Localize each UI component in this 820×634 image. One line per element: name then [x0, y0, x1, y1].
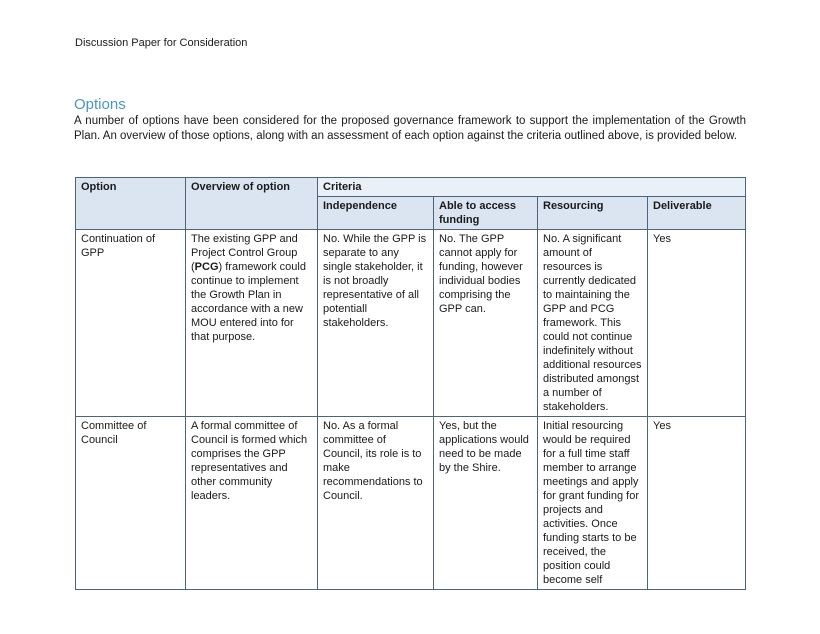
resourcing-cell: Initial resourcing would be required for a full time staff member to arrange meetings and apply for grant funding for projects and activities. Once funding starts to be received, the position could become self: [538, 417, 648, 590]
intro-paragraph: A number of options have been considered for the proposed governance framework to support the implementation of the Growth Plan. An overview of those options, along with an assessment of each option against the criteria outlined above, is provided below.: [74, 115, 746, 142]
independence-cell: No. While the GPP is separate to any single stakeholder, it is not broadly representative of all potentiall stakeholders.: [318, 230, 434, 417]
options-table: [75, 177, 746, 590]
overview-text: A formal committee of Council is formed which comprises the GPP representatives and other community leaders.: [191, 420, 308, 502]
overview-text: ) framework could continue to implement the Growth Plan in accordance with a new MOU entered into for that purpose.: [191, 261, 306, 343]
column-header-overview: Overview of option: [186, 178, 318, 230]
table-row-committee-of-council: [76, 417, 746, 590]
independence-cell: No. As a formal committee of Council, its role is to make recommendations to Council.: [318, 417, 434, 590]
column-header-deliverable: Deliverable: [648, 197, 746, 230]
deliverable-cell: Yes: [648, 230, 746, 417]
funding-cell: Yes, but the applications would need to be made by the Shire.: [434, 417, 538, 590]
overview-bold-text: PCG: [194, 261, 219, 273]
overview-text: The existing GPP and Project Control Group (: [191, 233, 298, 273]
overview-cell: [186, 417, 318, 590]
funding-cell: No. The GPP cannot apply for funding, however individual bodies comprising the GPP can.: [434, 230, 538, 417]
option-name: Committee of Council: [76, 417, 186, 590]
column-header-resourcing: Resourcing: [538, 197, 648, 230]
section-heading: Options: [74, 96, 126, 113]
criteria-header-row: [76, 178, 746, 197]
deliverable-cell: Yes: [648, 417, 746, 590]
column-header-independence: Independence: [318, 197, 434, 230]
column-header-funding: Able to access funding: [434, 197, 538, 230]
table-row-continuation-of-gpp: [76, 230, 746, 417]
document-header: Discussion Paper for Consideration: [75, 37, 248, 49]
overview-cell: [186, 230, 318, 417]
option-name: Continuation of GPP: [76, 230, 186, 417]
criteria-spanning-header: Criteria: [318, 178, 746, 197]
resourcing-cell: No. A significant amount of resources is currently dedicated to maintaining the GPP and PCG framework. This could not continue indefinitely without additional resources distributed amongst a number of stakeholders.: [538, 230, 648, 417]
column-header-option: Option: [76, 178, 186, 230]
